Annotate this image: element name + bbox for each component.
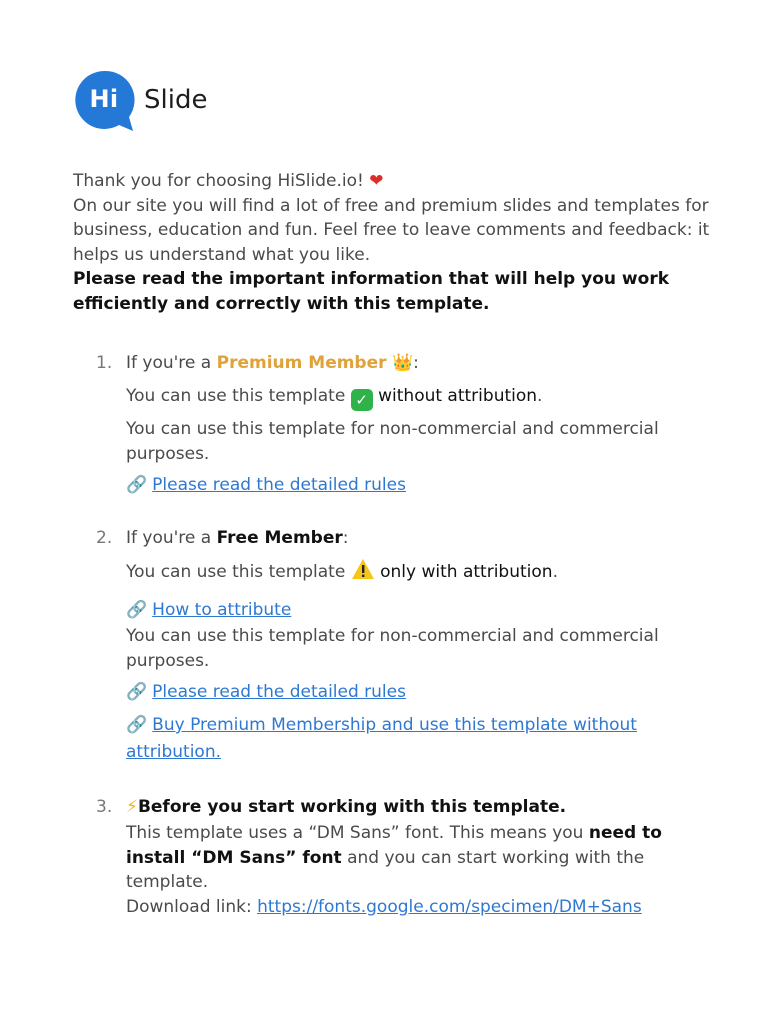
attribute-row	[126, 597, 676, 624]
buy-premium-row	[126, 712, 676, 766]
how-to-attribute-link[interactable]: How to attribute	[152, 600, 292, 620]
thank-you-line: Thank you for choosing HiSlide.io! ❤	[73, 171, 384, 191]
link-icon: 🔗	[126, 475, 148, 495]
free-rules-link[interactable]: Please read the detailed rules	[152, 682, 406, 702]
intro-important-note: Please read the important information that will help you work efficiently and correctly with this template.	[73, 269, 670, 314]
lightning-icon: ⚡	[126, 797, 138, 817]
buy-premium-link[interactable]: Buy Premium Membership and use this template without attribution.	[126, 715, 637, 762]
heart-icon: ❤	[369, 171, 384, 191]
crown-icon: 👑	[391, 353, 414, 373]
logo-badge	[73, 70, 135, 130]
download-link-row: Download link: https://fonts.google.com/specimen/DM+Sans	[126, 896, 642, 917]
premium-usage-line: You can use this template ✓ without attribution.	[126, 386, 543, 409]
warning-icon	[351, 558, 375, 589]
dm-sans-download-link[interactable]: https://fonts.google.com/specimen/DM+Sans	[257, 896, 642, 917]
list-number: 1.	[96, 353, 113, 373]
logo-wordmark: Slide	[144, 85, 208, 115]
link-icon: 🔗	[126, 682, 148, 702]
check-icon: ✓	[351, 389, 373, 411]
free-heading: If you're a Free Member:	[126, 528, 349, 548]
before-start-heading: ⚡Before you start working with this template.	[126, 797, 567, 817]
info-list	[96, 350, 676, 919]
intro-section	[73, 169, 713, 316]
free-member-label: Free Member	[216, 528, 343, 548]
free-usage-line: You can use this template only with attribution.	[126, 558, 676, 589]
link-icon: 🔗	[126, 600, 148, 620]
premium-rules-link[interactable]: Please read the detailed rules	[152, 475, 406, 495]
premium-commercial-note: You can use this template for non-commercial and commercial purposes.	[126, 419, 659, 464]
logo-badge-text: Hi	[89, 85, 119, 113]
list-item-premium	[96, 350, 676, 499]
intro-description: On our site you will find a lot of free and premium slides and templates for business, education and fun. Feel free to leave comments and feedback: it helps us understand what you like.	[73, 195, 710, 265]
list-number: 2.	[96, 528, 113, 548]
premium-heading: If you're a Premium Member 👑:	[126, 353, 419, 373]
font-requirement-text: This template uses a “DM Sans” font. This means you need to install “DM Sans” font and you can start working with the template.	[126, 823, 662, 892]
hislide-logo[interactable]	[73, 70, 207, 130]
free-commercial-note: You can use this template for non-commercial and commercial purposes.	[126, 626, 659, 671]
list-item-before-start	[96, 794, 676, 919]
free-rules-row	[126, 679, 676, 706]
list-number: 3.	[96, 797, 113, 817]
list-item-free	[96, 525, 676, 766]
premium-rules-row	[126, 472, 676, 499]
premium-member-label: Premium Member	[216, 353, 387, 373]
link-icon: 🔗	[126, 715, 148, 735]
